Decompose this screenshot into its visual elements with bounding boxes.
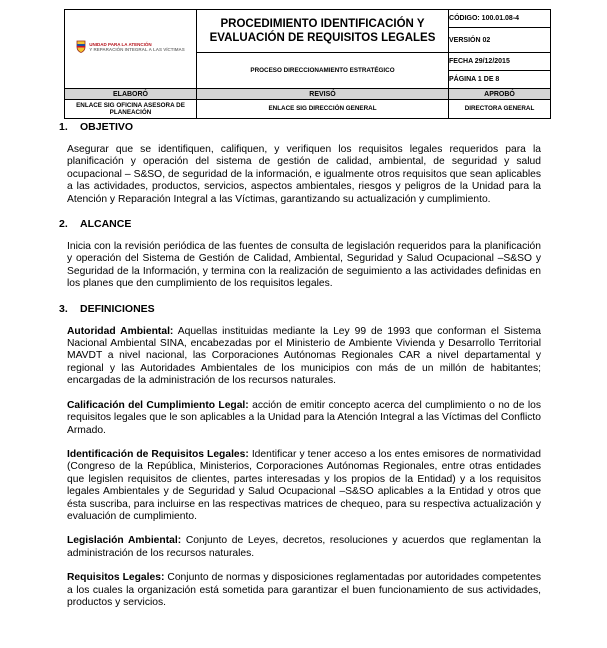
definition-text: Conjunto de normas y disposiciones reglamentadas por autoridades competentes a los cuales la organización está sometida para garantizar el buen funcionamiento de sus actividades, productos y servicios. (67, 572, 541, 608)
page-number: PÁGINA 1 DE 8 (449, 71, 551, 89)
section-heading-alcance (59, 218, 541, 231)
definition-term: Calificación del Cumplimiento Legal: (67, 399, 249, 411)
aprobo-header: APROBÓ (449, 89, 551, 100)
document-version: VERSIÓN 02 (449, 28, 551, 53)
alcance-paragraph: Inicia con la revisión periódica de las fuentes de consulta de legislación requeridos para la planificación y operación del Sistema de Gestión de Calidad, Ambiental, Seguridad y Salud Ocupacional –S&SO y Seguridad de la Información, y termina con la realización de seguimiento a las actividades definidas en los planes que den cumplimiento de los requisitos legales. (67, 241, 541, 290)
section-number: 2. (59, 218, 68, 231)
definition-requisitos-legales (67, 572, 541, 609)
section-heading-definiciones (59, 303, 541, 316)
definition-text: Conjunto de Leyes, decretos, resoluciones y acuerdos que reglamentan la administración de los recursos naturales. (67, 535, 541, 559)
definition-text: Aquellas instituidas mediante la Ley 99 de 1993 que conforman el Sistema Nacional Ambiental SINA, encabezadas por el Ministerio de Ambiente Vivienda y Desarrollo Territorial MAVDT a nivel nacional, las Corporaciones Autónomas Regionales CAR a nivel departamental y regional y las Autoridades Ambientales de los municipios con más de un millón de habitantes; encargadas de la administración de los recursos naturales. (67, 325, 541, 387)
section-number: 3. (59, 302, 68, 315)
section-heading-objetivo (59, 121, 541, 134)
logo-text-line1: UNIDAD PARA LA ATENCIÓN (89, 41, 152, 47)
section-title: OBJETIVO (80, 121, 134, 133)
definition-legislacion-ambiental (67, 535, 541, 560)
logo-text-line2: Y REPARACIÓN INTEGRAL A LAS VÍCTIMAS (89, 46, 185, 52)
definition-term: Autoridad Ambiental: (67, 325, 174, 337)
definition-term: Identificación de Requisitos Legales: (67, 448, 249, 460)
document-title: PROCEDIMIENTO IDENTIFICACIÓN Y EVALUACIÓN DE REQUISITOS LEGALES (197, 10, 449, 53)
definition-term: Legislación Ambiental: (67, 535, 182, 547)
definition-autoridad-ambiental (67, 326, 541, 388)
definition-identificacion-requisitos (67, 449, 541, 523)
section-title: DEFINICIONES (80, 302, 155, 315)
document-header-table (64, 9, 551, 119)
objetivo-paragraph: Asegurar que se identifiquen, califiquen, y verifiquen los requisitos legales requeridos para la planificación y operación del sistema de gestión de calidad, ambiental, de seguridad y salud ocupacional – S&SO, de seguridad de la información, e igualmente otros requisitos que sean aplicables a las actividades, productos, servicios, aspectos ambientales, riesgos y peligros de la Unidad para la Atención y Reparación Integral a las Víctimas, garantizando su actualización y cumplimiento. (67, 144, 541, 205)
logo-cell (65, 10, 197, 89)
reviso-header: REVISÓ (197, 89, 449, 100)
definition-calificacion-cumplimiento (67, 400, 541, 437)
definition-text: acción de emitir concepto acerca del cumplimiento o no de los requisitos legales que le son aplicables a la Unidad para la Atención Integral a las Víctimas del Conflicto Armado. (67, 399, 541, 436)
definition-term: Requisitos Legales: (67, 572, 165, 584)
section-number: 1. (59, 121, 68, 133)
elaboro-value: ENLACE SIG OFICINA ASESORA DE PLANEACIÓN (65, 100, 197, 119)
definition-text: Identificar y tener acceso a los entes emisores de normatividad (Congreso de la República, Ministerios, Corporaciones Autónomas Regionales, entre otras entidades que legislen requisitos de clientes, partes interesadas y los propios de la Entidad) y a los requisitos legales Ambientales y de Seguridad y Salud Ocupacional –S&SO aplicables a la Entidad y otros que ésta suscriba, para incluirse en las respectivas matrices de chequeo, para su respectiva actualización y evaluación de cumplimiento. (67, 448, 541, 522)
aprobo-value: DIRECTORA GENERAL (449, 100, 551, 119)
document-body (59, 121, 541, 609)
elaboro-header: ELABORÓ (65, 89, 197, 100)
unidad-victimas-logo (76, 40, 184, 53)
reviso-value: ENLACE SIG DIRECCIÓN GENERAL (197, 100, 449, 119)
section-title: ALCANCE (80, 218, 132, 231)
coat-of-arms-icon (76, 40, 86, 53)
document-code: CÓDIGO: 100.01.08-4 (449, 10, 551, 28)
process-name: PROCESO DIRECCIONAMIENTO ESTRATÉGICO (197, 53, 449, 89)
document-date: FECHA 29/12/2015 (449, 53, 551, 71)
